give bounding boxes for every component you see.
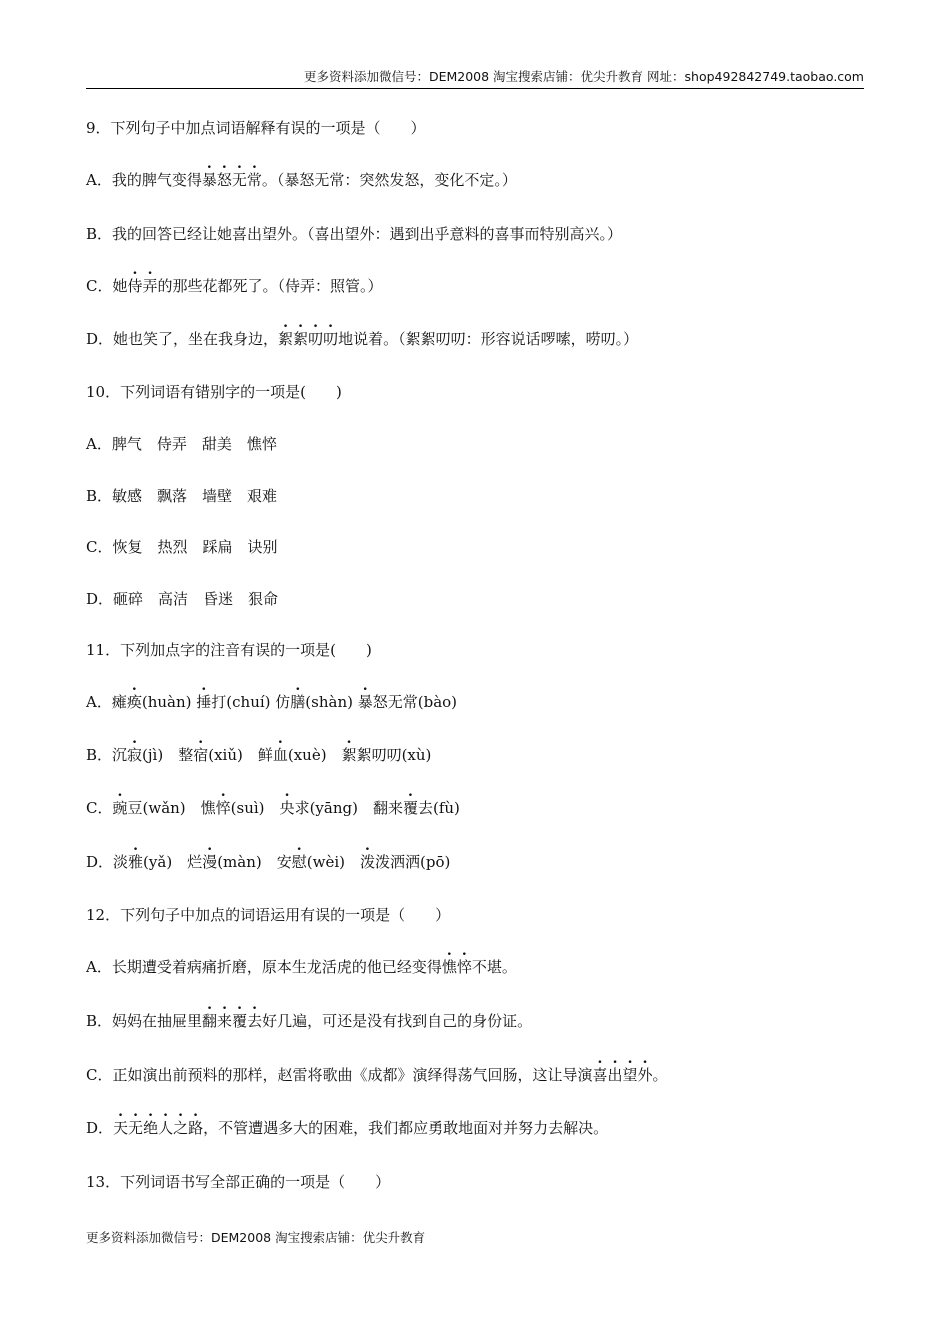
question-line [86, 745, 431, 765]
question-line [86, 382, 342, 402]
emphasized-char: 叨 [308, 330, 324, 348]
emphasized-char: 喜 [592, 1066, 608, 1084]
emphasized-char: 无 [128, 1119, 144, 1137]
line-text: 好几遍，可还是没有找到自己的身份证。 [262, 1012, 533, 1030]
emphasized-char: 常 [246, 171, 262, 189]
emphasized-char: 来 [217, 1012, 233, 1030]
line-text: 豆(wǎn) 憔 [127, 799, 216, 817]
emphasized-char: 豌 [112, 799, 128, 817]
page-footer: 更多资料添加微信号：DEM2008 淘宝搜索店铺：优尖升教育 [86, 1230, 426, 1245]
line-text: (xuè) [287, 746, 342, 764]
emphasized-char: 怒 [216, 171, 232, 189]
emphasized-char: 雅 [128, 853, 144, 871]
emphasized-char: 覆 [232, 1012, 248, 1030]
line-text: B．我的回答已经让她喜出望外。（喜出望外：遇到出乎意料的喜事而特别高兴。） [86, 225, 623, 243]
line-text: D． [86, 1119, 114, 1137]
line-text: 12．下列句子中加点的词语运用有误的一项是（ ） [86, 906, 451, 924]
emphasized-char: 叨 [323, 330, 339, 348]
question-line [86, 640, 372, 660]
emphasized-char: 捶 [196, 693, 212, 711]
line-text: (huàn) [141, 693, 197, 711]
emphasized-char: 出 [607, 1066, 623, 1084]
question-line [86, 486, 277, 506]
emphasized-char: 憔 [441, 958, 457, 976]
question-line [86, 957, 517, 977]
emphasized-char: 外 [637, 1066, 653, 1084]
emphasized-char: 絮 [293, 330, 309, 348]
emphasized-char: 覆 [402, 799, 418, 817]
emphasized-char: 去 [247, 1012, 263, 1030]
line-text: C．正如演出前预料的那样，赵雷将歌曲《成都》演绎得荡气回肠，这让导演 [86, 1066, 593, 1084]
emphasized-char: 望 [622, 1066, 638, 1084]
line-text: 的那些花都死了。（侍弄：照管。） [157, 277, 383, 295]
line-text: (yǎ) 烂 [143, 853, 203, 871]
emphasized-char: 人 [158, 1119, 174, 1137]
question-line [86, 589, 278, 609]
emphasized-char: 泼 [359, 853, 375, 871]
question-line [86, 434, 277, 454]
line-text: (jì) 整 [142, 746, 194, 764]
question-line [86, 1065, 668, 1085]
line-text: (shàn) [305, 693, 358, 711]
line-text: (màn) 安 [217, 853, 292, 871]
question-line [86, 1011, 532, 1031]
emphasized-char: 绝 [143, 1119, 159, 1137]
question-line [86, 329, 638, 349]
question-line [86, 1118, 608, 1138]
emphasized-char: 宿 [193, 746, 209, 764]
line-text: B．妈妈在抽屉里 [86, 1012, 203, 1030]
question-line [86, 537, 277, 557]
emphasized-char: 之 [173, 1119, 189, 1137]
emphasized-char: 暴 [201, 171, 217, 189]
question-line [86, 224, 622, 244]
emphasized-char: 央 [279, 799, 295, 817]
question-line [86, 276, 383, 296]
emphasized-char: 翻 [202, 1012, 218, 1030]
line-text: 10．下列词语有错别字的一项是( ) [86, 383, 342, 401]
line-text: 泼洒洒(pō) [374, 853, 451, 871]
line-text: 絮叨叨(xù) [356, 746, 432, 764]
line-text: ，不管遭遇多大的困难，我们都应勇敢地面对并努力去解决。 [203, 1119, 609, 1137]
line-text: C．她 [86, 277, 128, 295]
page-header: 更多资料添加微信号：DEM2008 淘宝搜索店铺：优尖升教育 网址：shop492842749.taobao.com [86, 68, 864, 89]
question-line [86, 905, 450, 925]
line-text: 不堪。 [471, 958, 517, 976]
emphasized-char: 路 [188, 1119, 204, 1137]
line-text: 打(chuí) 仿 [211, 693, 291, 711]
line-text: A．长期遭受着病痛折磨，原本生龙活虎的他已经变得 [86, 958, 442, 976]
line-text: (xiǔ) 鲜 [208, 746, 273, 764]
line-text: (suì) [230, 799, 280, 817]
emphasized-char: 膳 [290, 693, 306, 711]
line-text: 怒无常(bào) [372, 693, 458, 711]
line-text: A．我的脾气变得 [86, 171, 202, 189]
emphasized-char: 暴 [357, 693, 373, 711]
emphasized-char: 弄 [142, 277, 158, 295]
emphasized-char: 天 [113, 1119, 129, 1137]
line-text: 11．下列加点字的注音有误的一项是( ) [86, 641, 372, 659]
line-text: 地说着。（絮絮叨叨：形容说话啰嗦，唠叨。） [338, 330, 639, 348]
emphasized-char: 漫 [202, 853, 218, 871]
emphasized-char: 慰 [291, 853, 307, 871]
line-text: A．脾气 侍弄 甜美 憔悴 [86, 435, 277, 453]
emphasized-char: 侍 [127, 277, 143, 295]
emphasized-char: 血 [272, 746, 288, 764]
line-text: D．砸碎 高洁 昏迷 狠命 [86, 590, 279, 608]
emphasized-char: 悴 [215, 799, 231, 817]
emphasized-char: 絮 [341, 746, 357, 764]
line-text: C．恢复 热烈 踩扁 诀别 [86, 538, 278, 556]
line-text: 去(fù) [417, 799, 460, 817]
emphasized-char: 絮 [278, 330, 294, 348]
question-line [86, 798, 460, 818]
emphasized-char: 痪 [126, 693, 142, 711]
emphasized-char: 无 [231, 171, 247, 189]
line-text: B．沉 [86, 746, 128, 764]
line-text: 求(yāng) 翻来 [294, 799, 403, 817]
question-line [86, 692, 457, 712]
line-text: 。（暴怒无常：突然发怒，变化不定。） [261, 171, 517, 189]
question-line [86, 118, 426, 138]
line-text: D．她也笑了，坐在我身边， [86, 330, 279, 348]
line-text: (wèi) [306, 853, 360, 871]
question-line [86, 1172, 390, 1192]
line-text: C． [86, 799, 113, 817]
emphasized-char: 寂 [127, 746, 143, 764]
question-line [86, 852, 450, 872]
question-line [86, 170, 517, 190]
line-text: A．瘫 [86, 693, 127, 711]
line-text: 。 [652, 1066, 668, 1084]
emphasized-char: 悴 [456, 958, 472, 976]
line-text: 13．下列词语书写全部正确的一项是（ ） [86, 1173, 391, 1191]
line-text: D．淡 [86, 853, 129, 871]
line-text: B．敏感 飘落 墙壁 艰难 [86, 487, 278, 505]
line-text: 9．下列句子中加点词语解释有误的一项是（ ） [86, 119, 426, 137]
